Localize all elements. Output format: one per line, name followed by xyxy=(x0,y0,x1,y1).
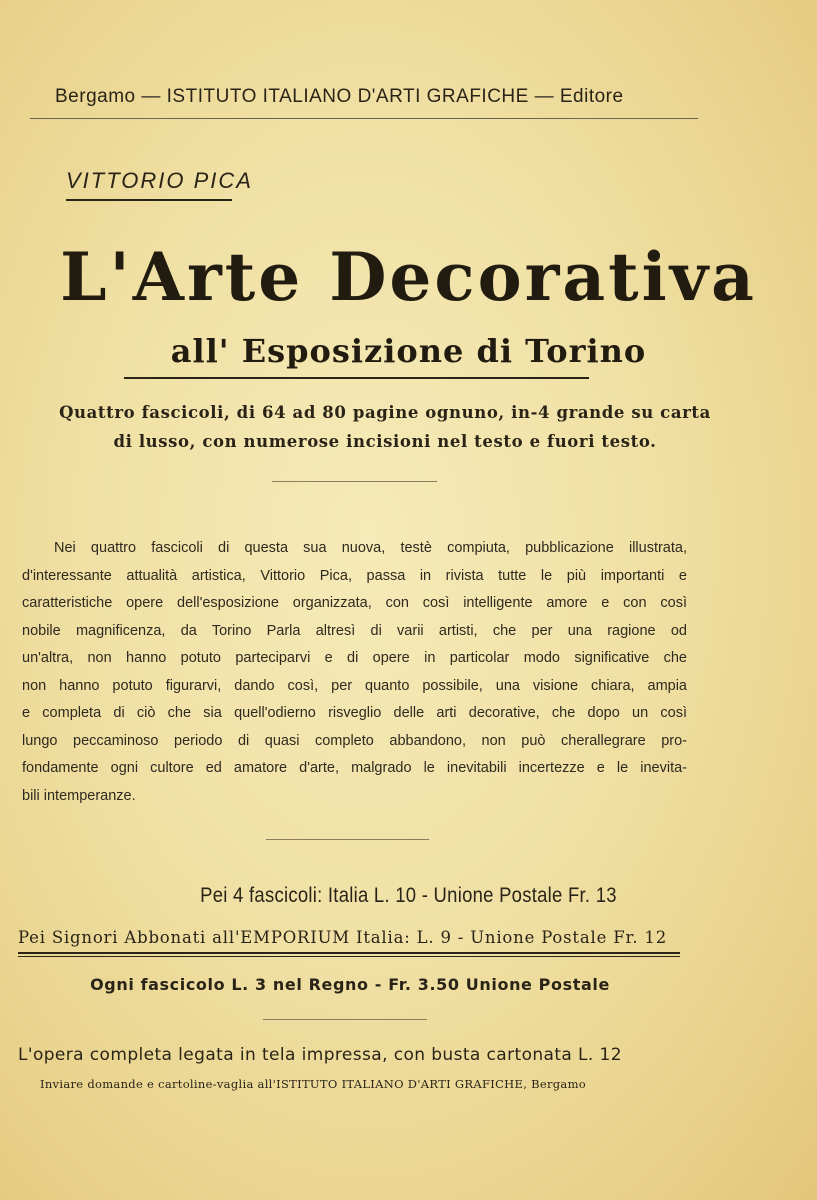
subtitle-underline xyxy=(124,377,589,379)
price-subscribers: Pei Signori Abbonati all'EMPORIUM Italia: L. 9 - Unione Postale Fr. 12 xyxy=(18,928,668,947)
body-line: d'interessante attualità artistica, Vittorio Pica, passa in rivista tutte le più importanti e xyxy=(22,567,687,584)
divider xyxy=(266,839,429,840)
price-underline-thin xyxy=(18,956,680,957)
price-four-issues: Pei 4 fascicoli: Italia L. 10 - Unione Postale Fr. 13 xyxy=(200,884,617,907)
body-line: fondamente ogni cultore ed amatore d'arte, malgrado le inevitabili incertezze e le inevita- xyxy=(22,760,687,776)
body-line: e completa di ciò che sia quell'odierno risveglio delle arti decorative, che dopo un così xyxy=(22,705,687,721)
body-line: nobile magnificenza, da Torino Parla altresì di varii artisti, che per una ragione od xyxy=(22,622,687,639)
author-underline xyxy=(66,199,232,201)
price-single-issue: Ogni fascicolo L. 3 nel Regno - Fr. 3.50 Unione Postale xyxy=(90,975,610,994)
complete-edition-offer: L'opera completa legata in tela impressa, con busta cartonata L. 12 xyxy=(18,1045,622,1065)
body-line: non hanno potuto figurarvi, dando così, per quanto possibile, una visione chiara, ampia xyxy=(22,677,687,694)
body-line: lungo peccaminoso periodo di quasi completo abbandono, non può cherallegrare pro- xyxy=(22,732,687,749)
author-name: VITTORIO PICA xyxy=(66,168,253,193)
description-line: Quattro fascicoli, di 64 ad 80 pagine ognuno, in-4 grande su carta xyxy=(59,403,711,422)
book-subtitle: all' Esposizione di Torino xyxy=(170,332,647,370)
divider xyxy=(263,1019,427,1020)
body-line: Nei quattro fascicoli di questa sua nuova, testè compiuta, pubblicazione illustrata, xyxy=(54,540,687,556)
divider xyxy=(272,481,437,482)
book-title: L'Arte Decorativa xyxy=(60,238,757,316)
body-line: bili intemperanze. xyxy=(22,787,136,804)
body-paragraph xyxy=(22,535,687,810)
send-requests-note: Inviare domande e cartoline-vaglia all'ISTITUTO ITALIANO D'ARTI GRAFICHE, Bergamo xyxy=(40,1077,587,1091)
body-line: un'altra, non hanno potuto parteciparvi e di opere in particolar modo significative che xyxy=(22,650,687,666)
body-line: caratteristiche opere dell'esposizione organizzata, con così intelligente amore e con così xyxy=(22,595,687,611)
description-line: di lusso, con numerose incisioni nel testo e fuori testo. xyxy=(113,432,657,451)
format-description xyxy=(40,398,730,456)
publisher-line: Bergamo — ISTITUTO ITALIANO D'ARTI GRAFICHE — Editore xyxy=(55,86,624,107)
header-rule xyxy=(30,118,698,119)
price-underline xyxy=(18,952,680,954)
